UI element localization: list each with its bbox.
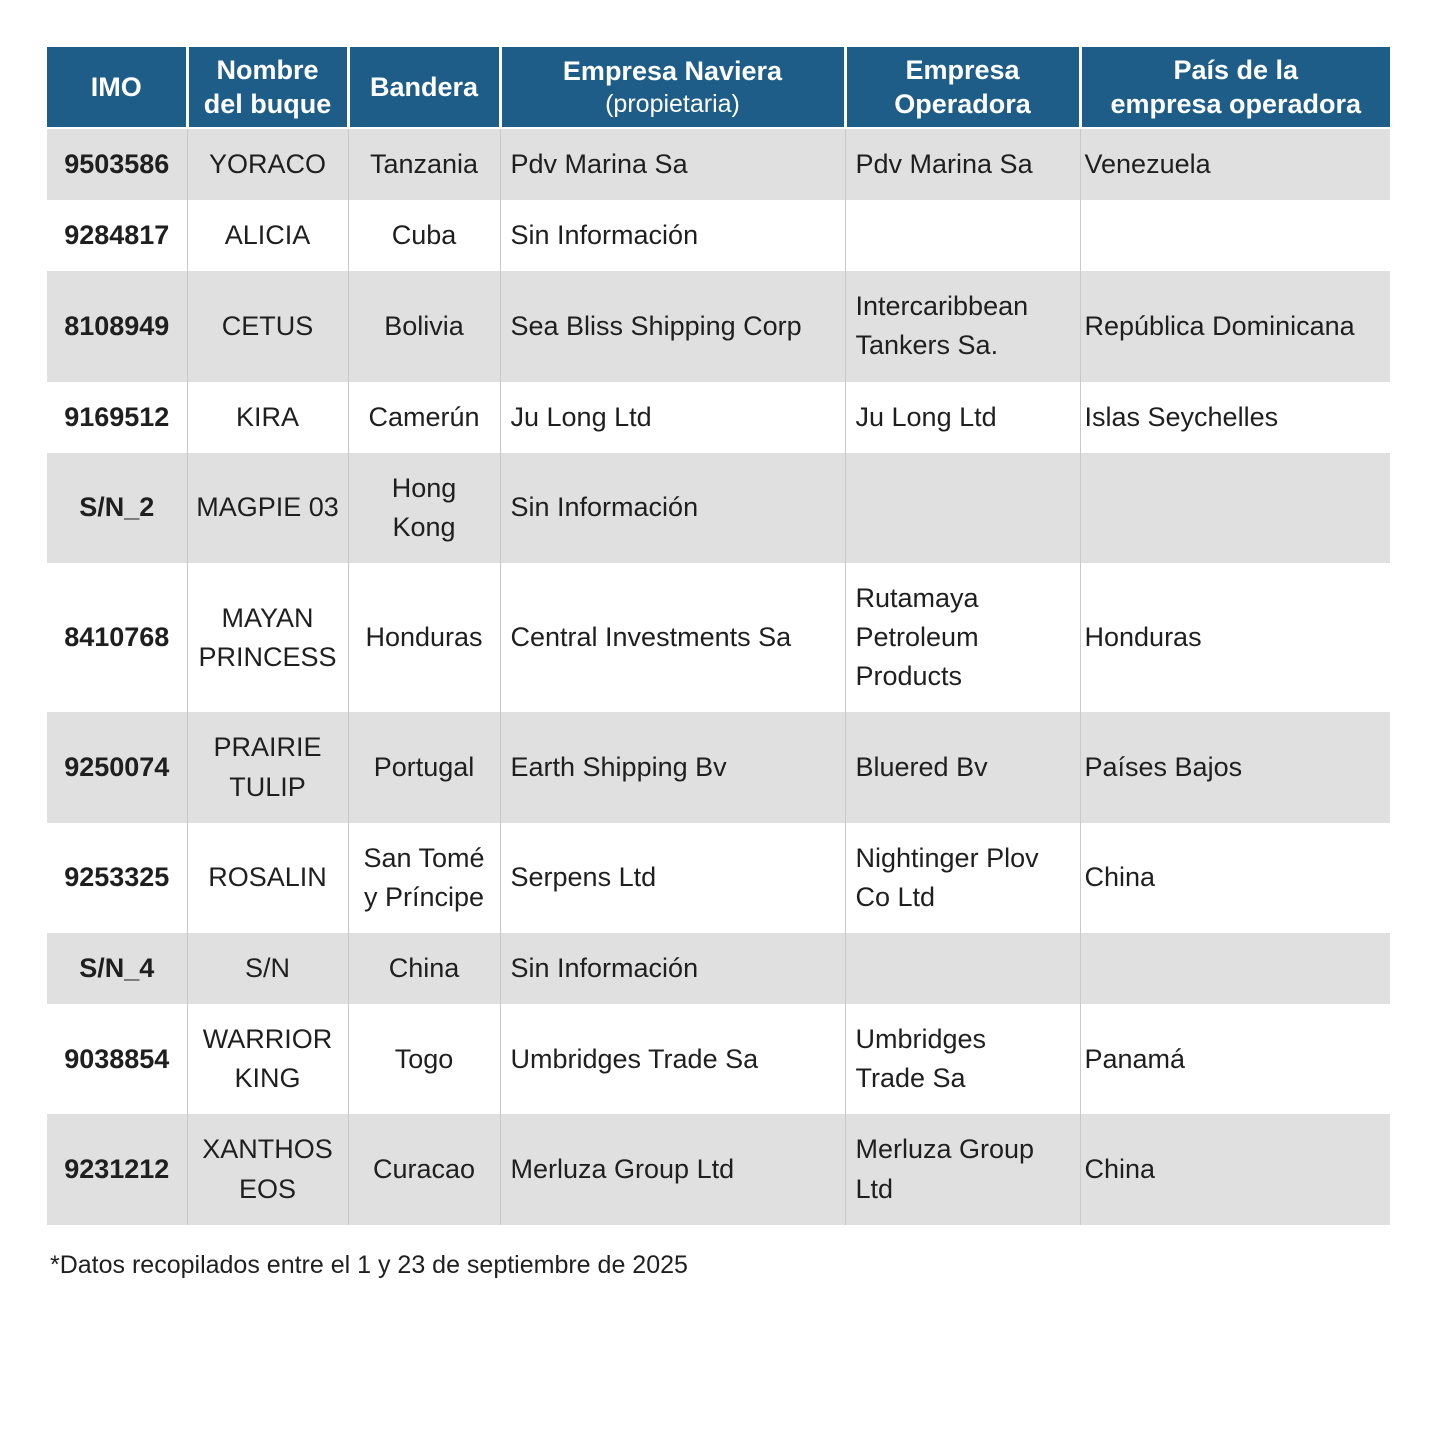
table-row: [47, 712, 1390, 822]
cell-pais: Panamá: [1080, 1004, 1390, 1114]
column-header-nombre: [187, 47, 348, 128]
column-header-label: IMO: [90, 72, 142, 102]
cell-naviera: Sin Información: [500, 933, 845, 1004]
cell-operadora: Umbridges Trade Sa: [845, 1004, 1080, 1114]
cell-imo: 9038854: [47, 1004, 187, 1114]
cell-pais: [1080, 200, 1390, 271]
cell-operadora: Pdv Marina Sa: [845, 128, 1080, 200]
cell-naviera: Central Investments Sa: [500, 563, 845, 712]
cell-bandera: Cuba: [348, 200, 500, 271]
table-row: [47, 1114, 1390, 1224]
cell-naviera: Sin Información: [500, 453, 845, 563]
cell-nombre: ROSALIN: [187, 823, 348, 933]
cell-naviera: Ju Long Ltd: [500, 382, 845, 453]
column-header-bandera: [348, 47, 500, 128]
cell-nombre: PRAIRIE TULIP: [187, 712, 348, 822]
table-row: [47, 1004, 1390, 1114]
cell-imo: 9231212: [47, 1114, 187, 1224]
cell-nombre: KIRA: [187, 382, 348, 453]
cell-pais: [1080, 933, 1390, 1004]
cell-pais: China: [1080, 1114, 1390, 1224]
table-row: [47, 563, 1390, 712]
cell-nombre: CETUS: [187, 271, 348, 381]
column-header-imo: [47, 47, 187, 128]
cell-pais: Países Bajos: [1080, 712, 1390, 822]
cell-imo: 8410768: [47, 563, 187, 712]
cell-bandera: China: [348, 933, 500, 1004]
cell-operadora: Rutamaya Petroleum Products: [845, 563, 1080, 712]
cell-naviera: Pdv Marina Sa: [500, 128, 845, 200]
ship-table-container: [47, 47, 1390, 1280]
column-header-label: Bandera: [369, 72, 479, 102]
cell-naviera: Earth Shipping Bv: [500, 712, 845, 822]
cell-imo: 9169512: [47, 382, 187, 453]
cell-bandera: Tanzania: [348, 128, 500, 200]
table-row: [47, 128, 1390, 200]
cell-imo: S/N_2: [47, 453, 187, 563]
cell-naviera: Sin Información: [500, 200, 845, 271]
column-header-label: del buque: [203, 89, 332, 119]
table-body: [47, 128, 1390, 1225]
cell-pais: República Dominicana: [1080, 271, 1390, 381]
cell-bandera: Hong Kong: [348, 453, 500, 563]
cell-nombre: MAGPIE 03: [187, 453, 348, 563]
cell-operadora: Nightinger Plov Co Ltd: [845, 823, 1080, 933]
table-header: [47, 47, 1390, 128]
cell-naviera: Umbridges Trade Sa: [500, 1004, 845, 1114]
column-header-label: Empresa: [905, 55, 1020, 85]
cell-nombre: MAYAN PRINCESS: [187, 563, 348, 712]
cell-bandera: Portugal: [348, 712, 500, 822]
cell-bandera: Curacao: [348, 1114, 500, 1224]
cell-pais: Honduras: [1080, 563, 1390, 712]
cell-imo: 9503586: [47, 128, 187, 200]
ships-table: [47, 47, 1390, 1225]
cell-operadora: Ju Long Ltd: [845, 382, 1080, 453]
cell-nombre: ALICIA: [187, 200, 348, 271]
cell-operadora: [845, 453, 1080, 563]
cell-nombre: YORACO: [187, 128, 348, 200]
table-row: [47, 200, 1390, 271]
column-header-label: Empresa Naviera: [562, 56, 783, 86]
cell-imo: 9253325: [47, 823, 187, 933]
cell-imo: 9284817: [47, 200, 187, 271]
table-row: [47, 382, 1390, 453]
cell-imo: S/N_4: [47, 933, 187, 1004]
cell-operadora: Merluza Group Ltd: [845, 1114, 1080, 1224]
cell-bandera: Bolivia: [348, 271, 500, 381]
cell-pais: [1080, 453, 1390, 563]
cell-bandera: San Tomé y Príncipe: [348, 823, 500, 933]
cell-pais: Venezuela: [1080, 128, 1390, 200]
column-header-pais: [1080, 47, 1390, 128]
cell-operadora: Bluered Bv: [845, 712, 1080, 822]
cell-nombre: XANTHOS EOS: [187, 1114, 348, 1224]
cell-bandera: Togo: [348, 1004, 500, 1114]
column-header-label: Nombre: [216, 55, 319, 85]
cell-bandera: Honduras: [348, 563, 500, 712]
column-header-label: País de la: [1173, 55, 1299, 85]
cell-pais: China: [1080, 823, 1390, 933]
cell-operadora: [845, 200, 1080, 271]
cell-imo: 8108949: [47, 271, 187, 381]
cell-naviera: Sea Bliss Shipping Corp: [500, 271, 845, 381]
cell-pais: Islas Seychelles: [1080, 382, 1390, 453]
column-header-label: Operadora: [894, 89, 1031, 119]
column-header-label: empresa operadora: [1110, 89, 1362, 119]
cell-nombre: WARRIOR KING: [187, 1004, 348, 1114]
table-row: [47, 453, 1390, 563]
cell-bandera: Camerún: [348, 382, 500, 453]
column-header-operadora: [845, 47, 1080, 128]
table-row: [47, 823, 1390, 933]
table-row: [47, 271, 1390, 381]
cell-imo: 9250074: [47, 712, 187, 822]
cell-naviera: Serpens Ltd: [500, 823, 845, 933]
cell-nombre: S/N: [187, 933, 348, 1004]
cell-naviera: Merluza Group Ltd: [500, 1114, 845, 1224]
column-header-sublabel: (propietaria): [605, 90, 740, 118]
cell-operadora: Intercaribbean Tankers Sa.: [845, 271, 1080, 381]
column-header-naviera: [500, 47, 845, 128]
table-row: [47, 933, 1390, 1004]
header-row: [47, 47, 1390, 128]
cell-operadora: [845, 933, 1080, 1004]
footnote: *Datos recopilados entre el 1 y 23 de septiembre de 2025: [50, 1250, 688, 1279]
